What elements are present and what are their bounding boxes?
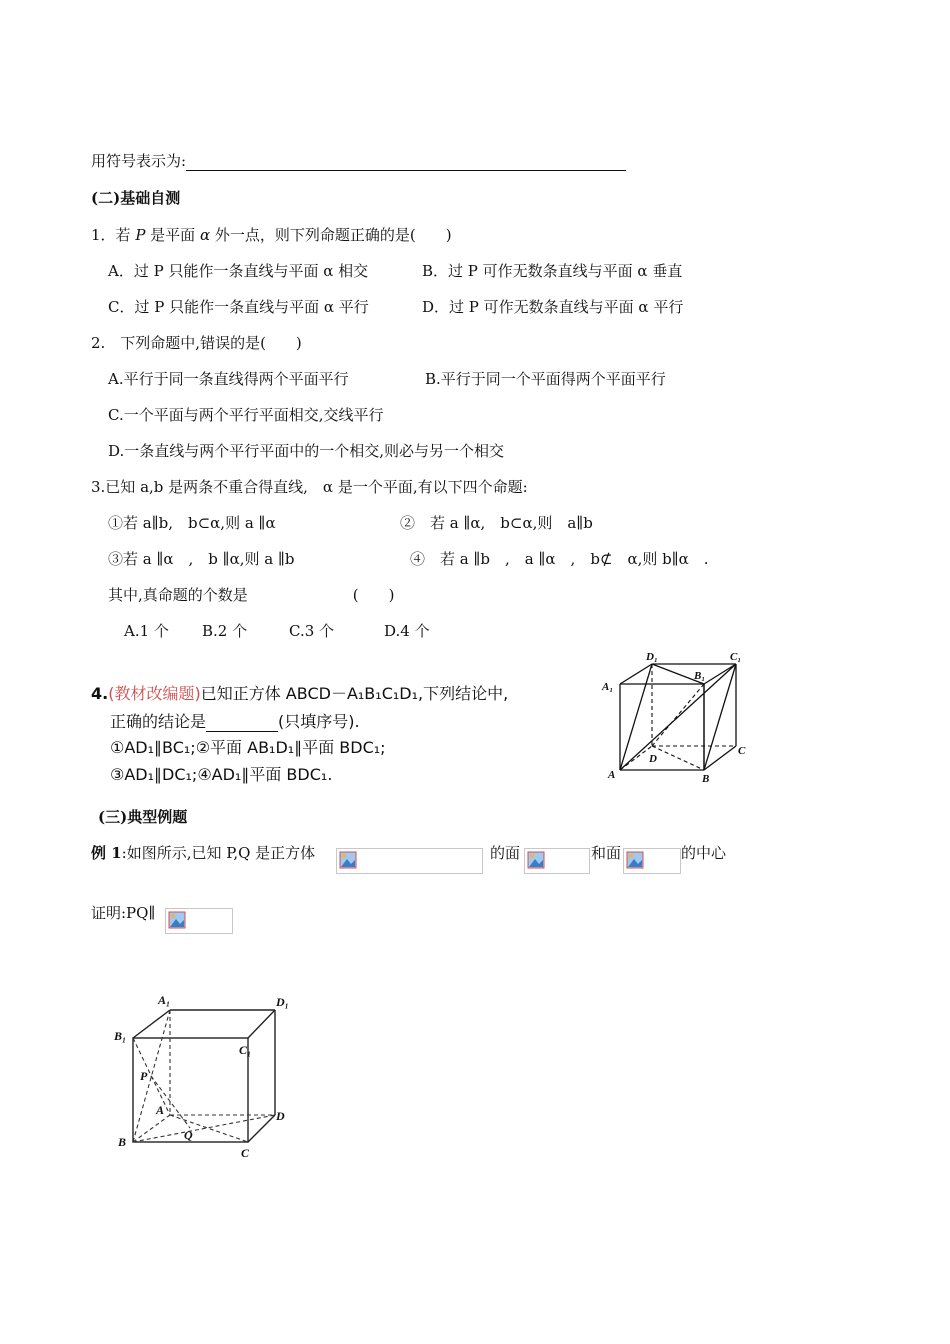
q1-stem: 1．若 P 是平面 α 外一点，则下列命题正确的是( ) xyxy=(91,226,452,244)
q2-option-b: B.平行于同一个平面得两个平面平行 xyxy=(425,370,666,388)
q1-option-a: A．过 P 只能作一条直线与平面 α 相交 xyxy=(108,262,369,280)
q3-option-c: C.3 个 xyxy=(289,622,335,640)
label-C: C xyxy=(241,1146,250,1160)
q2-option-a: A.平行于同一条直线得两个平面平行 xyxy=(108,370,349,388)
ex1-line: 例 1:如图所示,已知 P,Q 是正方体 xyxy=(91,844,316,862)
section-title-examples: (三)典型例题 xyxy=(98,808,188,826)
label-B1: B₁ xyxy=(694,670,706,682)
ex1-label: 例 1 xyxy=(91,844,122,862)
label-C1: C₁ xyxy=(239,1043,252,1057)
cube-figure-abcd xyxy=(600,648,760,788)
q2-stem: 2. 下列命题中,错误的是( ) xyxy=(91,334,302,352)
label-P: P xyxy=(140,1069,148,1083)
q3-proposition-3: ③若 a ∥α , b ∥α,则 a ∥b xyxy=(108,550,295,568)
broken-image-icon xyxy=(165,908,233,934)
q3-option-a: A.1 个 xyxy=(124,622,169,640)
label-B1: B₁ xyxy=(114,1029,127,1043)
q2-option-c: C.一个平面与两个平行平面相交,交线平行 xyxy=(108,406,384,424)
q1-option-b: B．过 P 可作无数条直线与平面 α 垂直 xyxy=(422,262,683,280)
q4-stem: 4.(教材改编题)已知正方体 ABCD－A₁B₁C₁D₁,下列结论中, xyxy=(91,684,509,703)
ex1-text2: 的面 xyxy=(490,844,521,862)
label-A: A xyxy=(608,769,616,781)
q3-ask: 其中,真命题的个数是 ( ) xyxy=(108,586,395,604)
q3-option-d: D.4 个 xyxy=(384,622,430,640)
broken-image-icon xyxy=(524,848,590,874)
label-B: B xyxy=(118,1135,127,1149)
q3-stem: 3.已知 a,b 是两条不重合得直线, α 是一个平面,有以下四个命题: xyxy=(91,478,528,496)
label-A1: A₁ xyxy=(602,681,614,693)
q1-option-c: C．过 P 只能作一条直线与平面 α 平行 xyxy=(108,298,369,316)
broken-image-icon xyxy=(336,848,483,874)
cube-figure-pq xyxy=(108,990,308,1165)
q1-option-d: D．过 P 可作无数条直线与平面 α 平行 xyxy=(422,298,684,316)
q3-proposition-1: ①若 a∥b, b⊂α,则 a ∥α xyxy=(108,514,276,532)
q3-proposition-2: ② 若 a ∥α, b⊂α,则 a∥b xyxy=(400,514,593,532)
q4-source-tag: (教材改编题) xyxy=(108,684,201,703)
ex1-text4: 的中心 xyxy=(681,844,727,862)
label-A1: A₁ xyxy=(158,993,171,1007)
broken-image-icon xyxy=(623,848,681,874)
label-D1: D₁ xyxy=(646,651,658,663)
label-C: C xyxy=(738,745,746,757)
section-title-basic-test: (二)基础自测 xyxy=(91,189,181,207)
label-A: A xyxy=(156,1103,165,1117)
label-C1: C₁ xyxy=(730,651,742,663)
label-D: D xyxy=(649,753,657,765)
label-B: B xyxy=(702,773,710,785)
q2-option-d: D.一条直线与两个平行平面中的一个相交,则必与另一个相交 xyxy=(108,442,505,460)
q4-line4: ③AD₁∥DC₁;④AD₁∥平面 BDC₁. xyxy=(110,765,333,784)
proof-line: 证明:PQ∥ xyxy=(91,904,156,922)
symbol-label: 用符号表示为: xyxy=(91,152,187,170)
q3-option-b: B.2 个 xyxy=(202,622,248,640)
q4-answer-blank xyxy=(206,712,278,732)
label-Q: Q xyxy=(184,1128,193,1142)
ex1-text3: 和面 xyxy=(591,844,622,862)
q3-proposition-4: ④ 若 a ∥b , a ∥α , b⊄ α,则 b∥α . xyxy=(410,550,709,568)
label-D: D xyxy=(276,1109,285,1123)
label-D1: D₁ xyxy=(276,995,289,1009)
q4-line3: ①AD₁∥BC₁;②平面 AB₁D₁∥平面 BDC₁; xyxy=(110,738,386,757)
symbol-line xyxy=(91,150,626,171)
answer-blank xyxy=(186,152,626,171)
q4-line2: 正确的结论是 (只填序号). xyxy=(110,712,360,731)
